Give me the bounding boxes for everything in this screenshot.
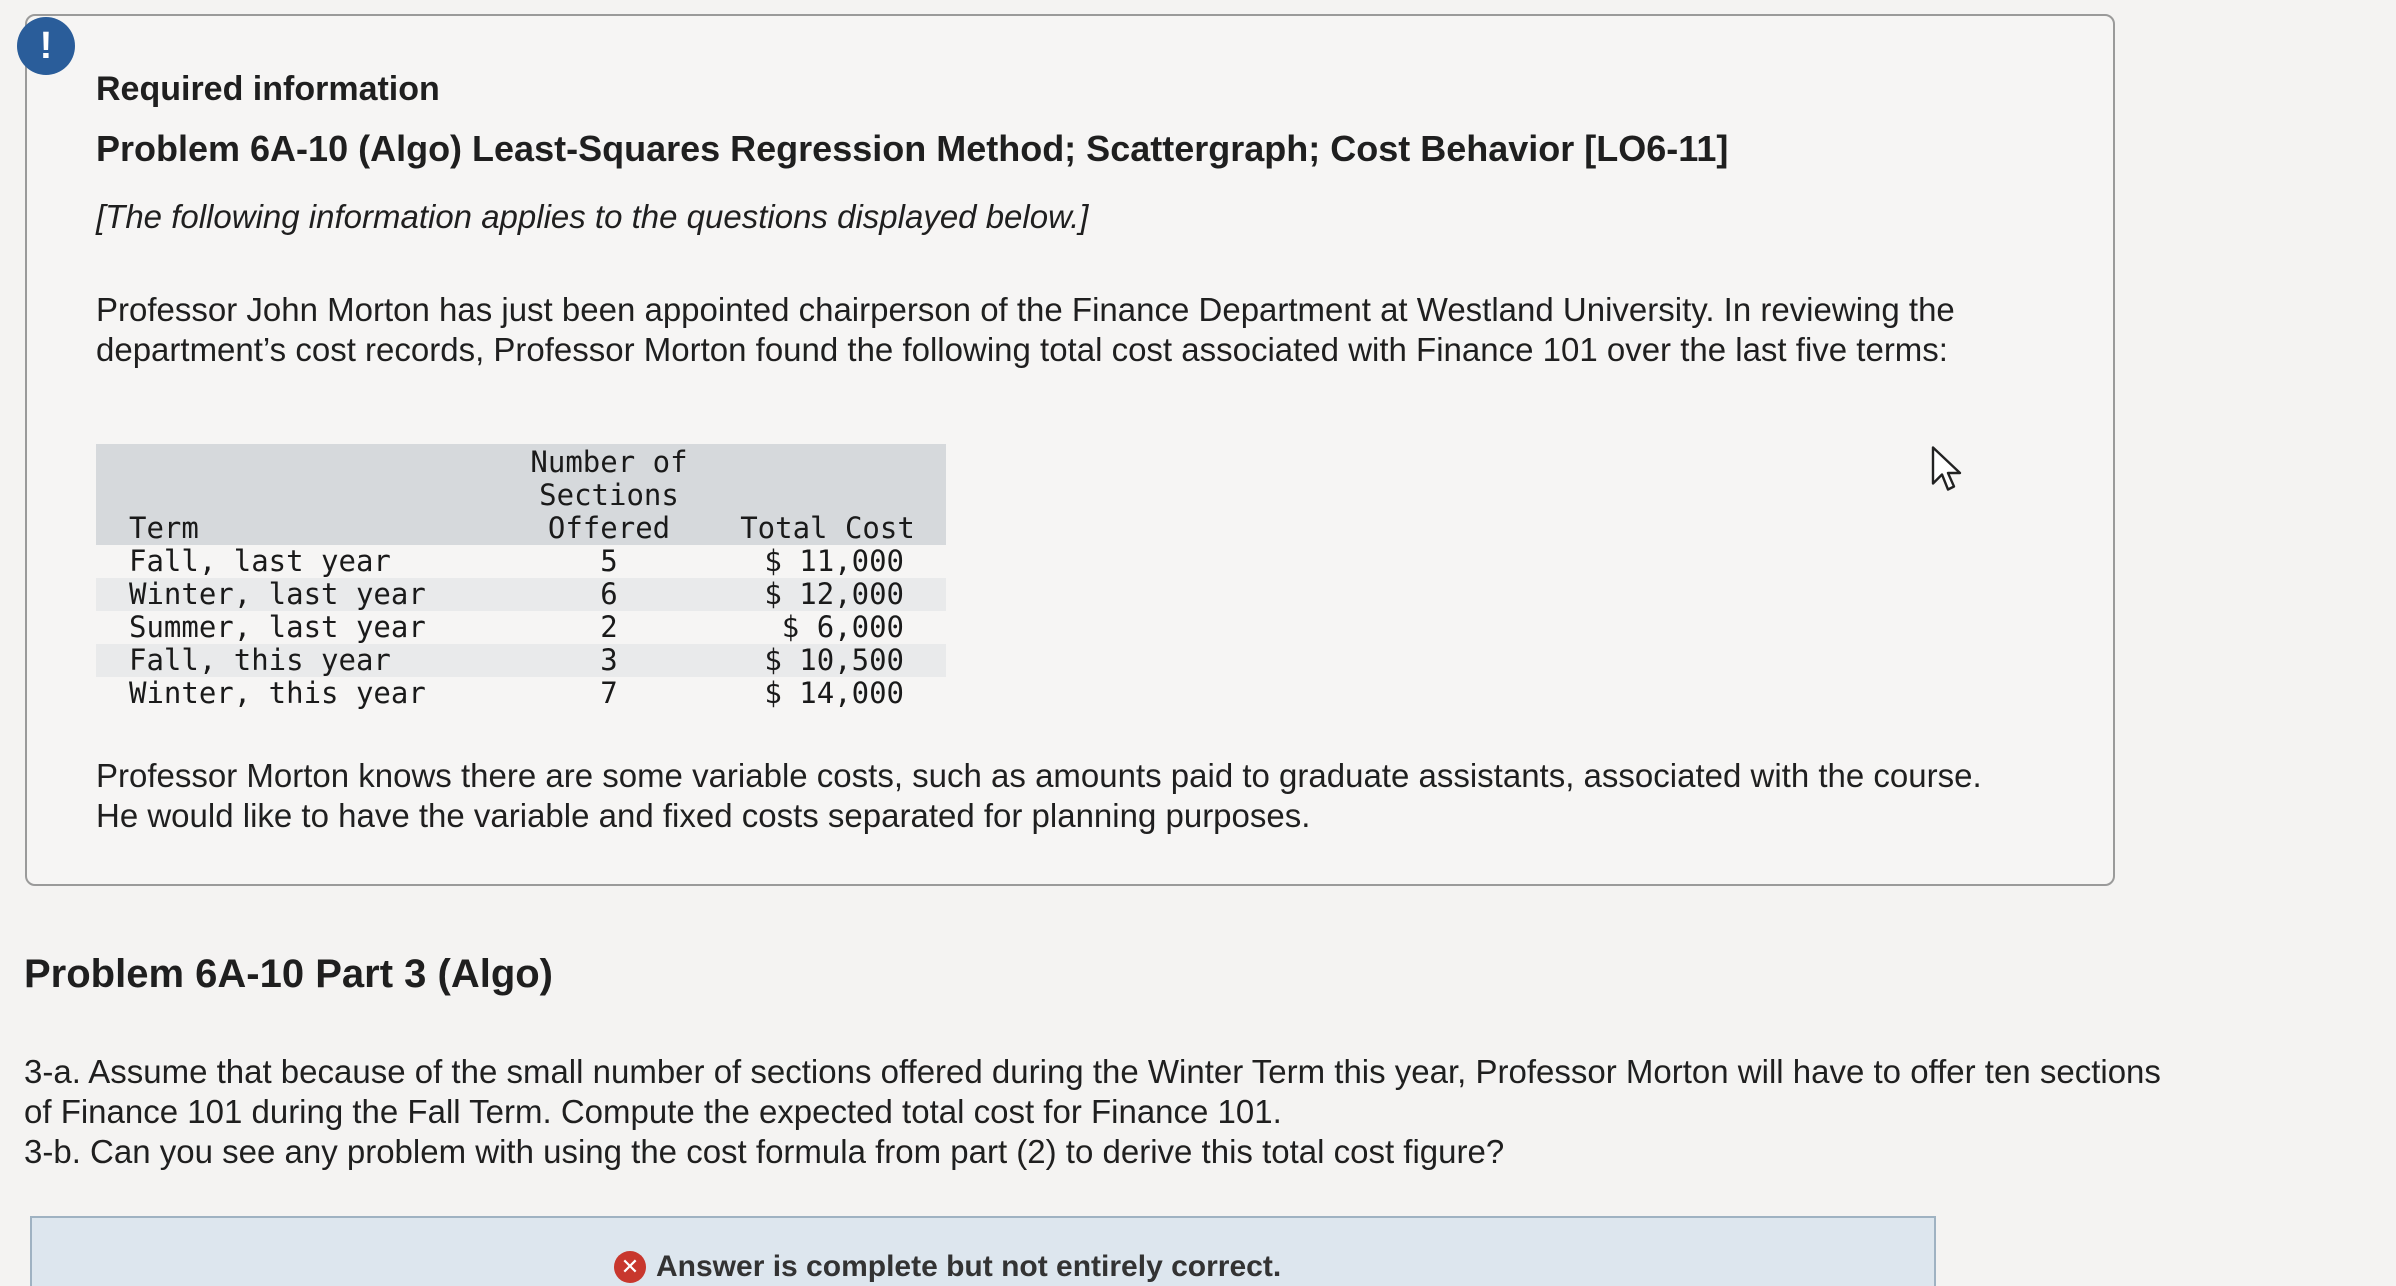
answer-status-text: Answer is complete but not entirely correct.	[656, 1250, 1282, 1283]
total-cost-cell: $ 10,500	[709, 644, 946, 677]
term-cell: Fall, last year	[129, 544, 391, 578]
term-cell: Winter, last year	[96, 578, 509, 611]
total-cost-cell: $ 14,000	[764, 676, 904, 710]
exclamation-icon: !	[17, 17, 75, 75]
outro-paragraph: Professor Morton knows there are some variable costs, such as amounts paid to graduate assistants, associated with the course. He would like to have the variable and fixed costs separated for planning purposes.	[96, 757, 1982, 834]
part-title: Problem 6A-10 Part 3 (Algo)	[24, 952, 554, 996]
intro-paragraph: Professor John Morton has just been appointed chairperson of the Finance Department at Westland University. In reviewing the department’s cost records, Professor Morton found the following total cost associated with Finance 101 over the last five terms:	[96, 291, 1955, 368]
table-row	[96, 644, 946, 677]
total-cost-cell: $ 6,000	[781, 610, 904, 644]
total-cost-cell: $ 12,000	[709, 578, 946, 611]
term-cell: Summer, last year	[129, 610, 426, 644]
sections-cell: 3	[509, 644, 709, 677]
sections-header-line: Sections	[539, 478, 679, 512]
question-3a: 3-a. Assume that because of the small number of sections offered during the Winter Term this year, Professor Morton will have to offer ten sections of Finance 101 during the Fall Term. Compute the expected total cost for Finance 101.	[24, 1053, 2161, 1130]
table-row	[96, 545, 946, 578]
total-cost-cell: $ 11,000	[764, 544, 904, 578]
sections-column-header	[509, 444, 709, 545]
total-cost-column-header: Total Cost	[709, 444, 946, 545]
sections-header-line: Number of	[530, 445, 688, 479]
term-cell: Winter, this year	[129, 676, 426, 710]
table-header-row	[96, 444, 946, 545]
term-column-header: Term	[96, 444, 509, 545]
sections-cell: 6	[509, 578, 709, 611]
sections-cell: 2	[600, 610, 618, 644]
required-information-heading: Required information	[96, 70, 440, 108]
sections-cell: 7	[600, 676, 618, 710]
cost-data-table	[96, 444, 946, 710]
sections-header-line: Offered	[547, 511, 671, 545]
applies-note: [The following information applies to the questions displayed below.]	[96, 198, 1089, 235]
sections-cell: 5	[600, 544, 618, 578]
problem-title: Problem 6A-10 (Algo) Least-Squares Regression Method; Scattergraph; Cost Behavior [LO6-11]	[96, 128, 1729, 169]
table-row	[96, 677, 946, 710]
table-row	[96, 578, 946, 611]
mouse-cursor-icon	[1930, 444, 1966, 496]
table-row	[96, 611, 946, 644]
term-cell: Fall, this year	[96, 644, 509, 677]
question-3b: 3-b. Can you see any problem with using the cost formula from part (2) to derive this total cost figure?	[24, 1133, 1505, 1170]
x-icon: ✕	[614, 1251, 646, 1283]
answer-status	[614, 1250, 1281, 1284]
